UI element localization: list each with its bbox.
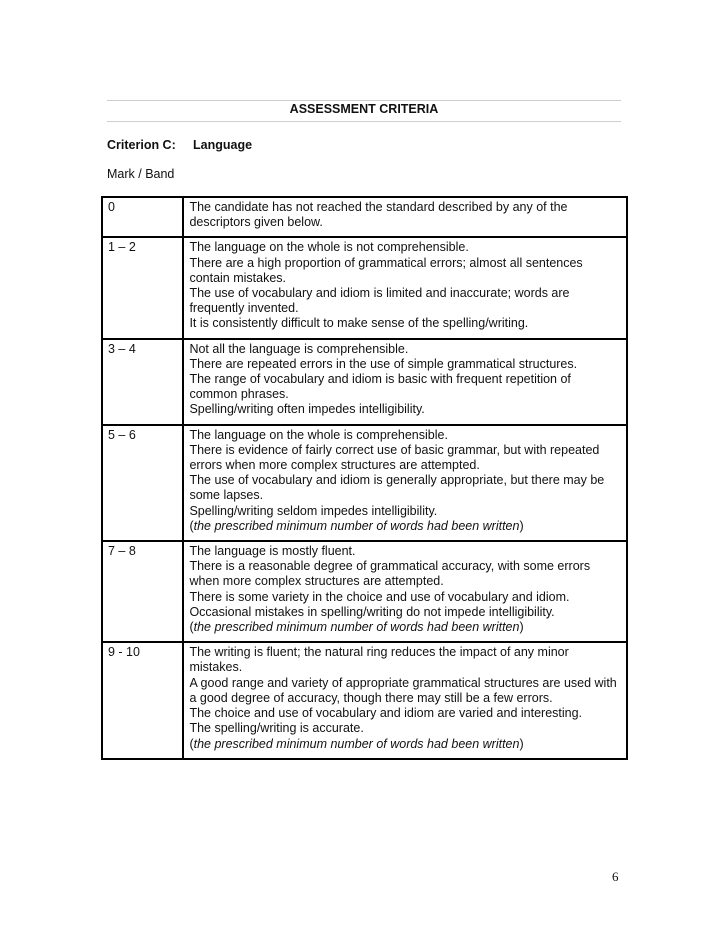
descriptor-line: The use of vocabulary and idiom is generally appropriate, but there may be some lapses. <box>189 473 605 503</box>
descriptor-line: There is some variety in the choice and use of vocabulary and idiom. <box>189 589 570 604</box>
mark-band-cell: 0 <box>102 197 183 237</box>
criteria-row <box>102 237 627 338</box>
descriptor-cell <box>183 541 627 642</box>
mark-band-cell: 7 – 8 <box>102 541 183 642</box>
descriptor-line: The choice and use of vocabulary and idiom are varied and interesting. <box>189 706 583 721</box>
mark-band-cell: 3 – 4 <box>102 339 183 425</box>
page-title: ASSESSMENT CRITERIA <box>289 102 439 116</box>
descriptor-line: Occasional mistakes in spelling/writing do not impede intelligibility. <box>189 604 555 619</box>
descriptor-line: Not all the language is comprehensible. <box>189 341 409 356</box>
criteria-table <box>101 196 628 760</box>
criterion-heading <box>107 138 252 152</box>
criteria-row <box>102 339 627 425</box>
descriptor-line: There is a reasonable degree of grammatical accuracy, with some errors when more complex structures are attempted. <box>189 559 591 589</box>
descriptor-line: A good range and variety of appropriate grammatical structures are used with a good degree of accuracy, though there may still be a few errors. <box>189 675 617 705</box>
descriptor-line: It is consistently difficult to make sense of the spelling/writing. <box>189 316 529 331</box>
descriptor-line: The language on the whole is comprehensible. <box>189 427 448 442</box>
minimum-words-note-text: the prescribed minimum number of words had been written <box>193 736 520 751</box>
descriptor-cell <box>183 197 627 237</box>
descriptor-line: The writing is fluent; the natural ring reduces the impact of any minor mistakes. <box>189 645 569 675</box>
descriptor-line: The range of vocabulary and idiom is basic with frequent repetition of common phrases. <box>189 372 571 402</box>
descriptor-line: Spelling/writing often impedes intelligibility. <box>189 402 425 417</box>
descriptor-line: The language is mostly fluent. <box>189 544 356 559</box>
descriptor-line: The candidate has not reached the standard described by any of the descriptors given below. <box>189 200 568 230</box>
page-number: 6 <box>612 869 619 884</box>
minimum-words-note-text: the prescribed minimum number of words had been written <box>193 518 520 533</box>
criterion-name: Language <box>193 138 253 152</box>
criteria-row <box>102 197 627 237</box>
descriptor-line: The spelling/writing is accurate. <box>189 721 364 736</box>
criteria-row <box>102 642 627 758</box>
minimum-words-note-text: the prescribed minimum number of words had been written <box>193 620 520 635</box>
minimum-words-note: (the prescribed minimum number of words had been written) <box>189 620 524 635</box>
mark-band-cell: 9 - 10 <box>102 642 183 758</box>
descriptor-line: There are a high proportion of grammatical errors; almost all sentences contain mistakes. <box>189 255 583 285</box>
descriptor-cell <box>183 425 627 541</box>
mark-band-cell: 5 – 6 <box>102 425 183 541</box>
descriptor-line: The language on the whole is not comprehensible. <box>189 240 469 255</box>
criteria-table-body <box>102 197 627 759</box>
title-bottom-rule <box>107 121 621 122</box>
descriptor-line: There is evidence of fairly correct use of basic grammar, but with repeated errors when more complex structures are attempted. <box>189 442 600 473</box>
criterion-label: Criterion C: <box>107 138 176 152</box>
minimum-words-note: (the prescribed minimum number of words had been written) <box>189 518 524 533</box>
descriptor-line: Spelling/writing seldom impedes intelligibility. <box>189 503 438 518</box>
mark-band-cell: 1 – 2 <box>102 237 183 338</box>
minimum-words-note: (the prescribed minimum number of words had been written) <box>189 736 524 751</box>
descriptor-cell <box>183 339 627 425</box>
descriptor-cell <box>183 642 627 758</box>
criteria-row <box>102 425 627 541</box>
descriptor-line: There are repeated errors in the use of simple grammatical structures. <box>189 356 578 371</box>
descriptor-line: The use of vocabulary and idiom is limited and inaccurate; words are frequently invented. <box>189 286 570 316</box>
criteria-row <box>102 541 627 642</box>
descriptor-cell <box>183 237 627 338</box>
title-top-rule <box>107 100 621 101</box>
mark-band-label: Mark / Band <box>107 167 175 181</box>
